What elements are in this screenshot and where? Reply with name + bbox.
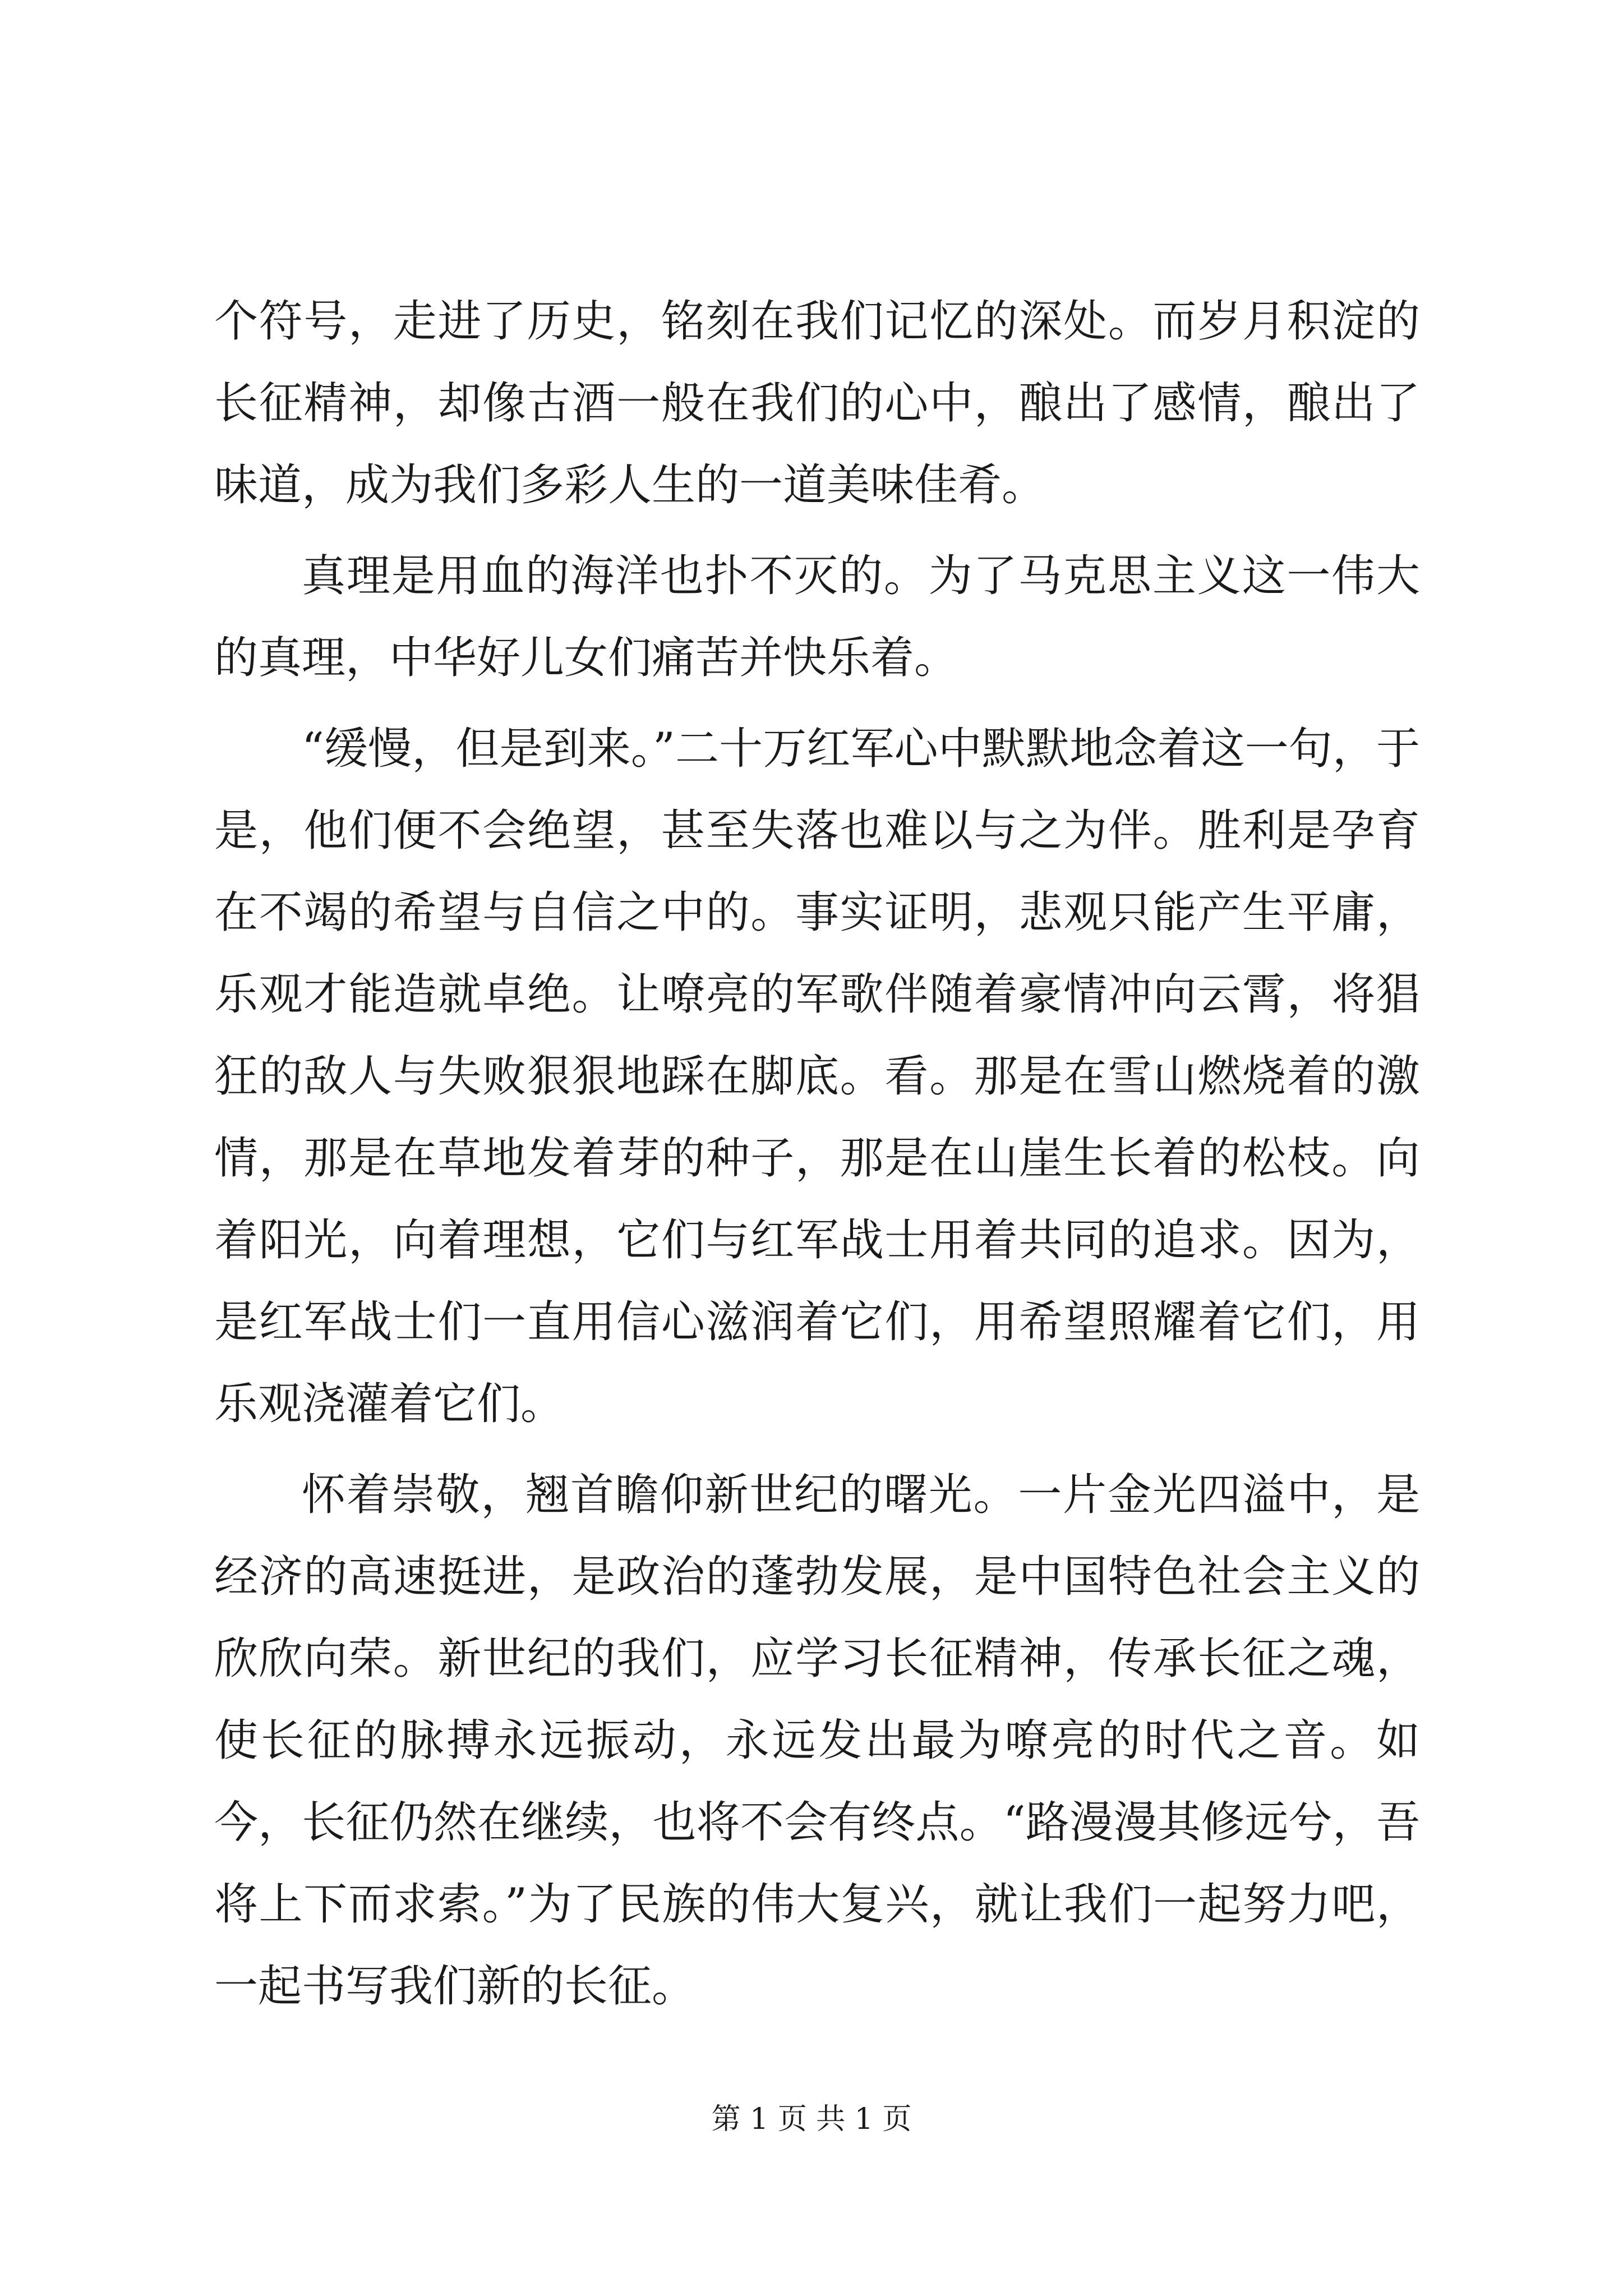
page-footer: 第 1 页 共 1 页 [711, 2102, 912, 2136]
paragraph-3: “缓慢，但是到来。”二十万红军心中默默地念着这一句，于是，他们便不会绝望，甚至失落也难以与之为伴。胜利是孕育在不竭的希望与自信之中的。事实证明，悲观只能产生平庸，乐观才能造就卓绝。让嘹亮的军歌伴随着豪情冲向云霄，将猖狂的敌人与失败狠狠地踩在脚底。看。那是在雪山燃烧着的激情，那是在草地发着芽的种子，那是在山崖生长着的松枝。向着阳光，向着理想，它们与红军战士用着共同的追求。因为，是红军战士们一直用信心滋润着它们，用希望照耀着它们，用乐观浇灌着它们。 [214, 724, 1420, 1429]
paragraph-1: 个符号，走进了历史，铭刻在我们记忆的深处。而岁月积淀的长征精神，却像古酒一般在我们的心中，酿出了感情，酿出了味道，成为我们多彩人生的一道美味佳肴。 [214, 296, 1420, 510]
body-text [214, 280, 1420, 2027]
paragraph-4: 怀着崇敬，翘首瞻仰新世纪的曙光。一片金光四溢中，是经济的高速挺进，是政治的蓬勃发展，是中国特色社会主义的欣欣向荣。新世纪的我们，应学习长征精神，传承长征之魂，使长征的脉搏永远振动，永远发出最为嘹亮的时代之音。如今，长征仍然在继续，也将不会有终点。“路漫漫其修远兮，吾将上下而求索。”为了民族的伟大复兴，就让我们一起努力吧，一起书写我们新的长征。 [214, 1470, 1420, 2012]
paragraph-2: 真理是用血的海洋也扑不灭的。为了马克思主义这一伟大的真理，中华好儿女们痛苦并快乐着。 [214, 551, 1420, 683]
